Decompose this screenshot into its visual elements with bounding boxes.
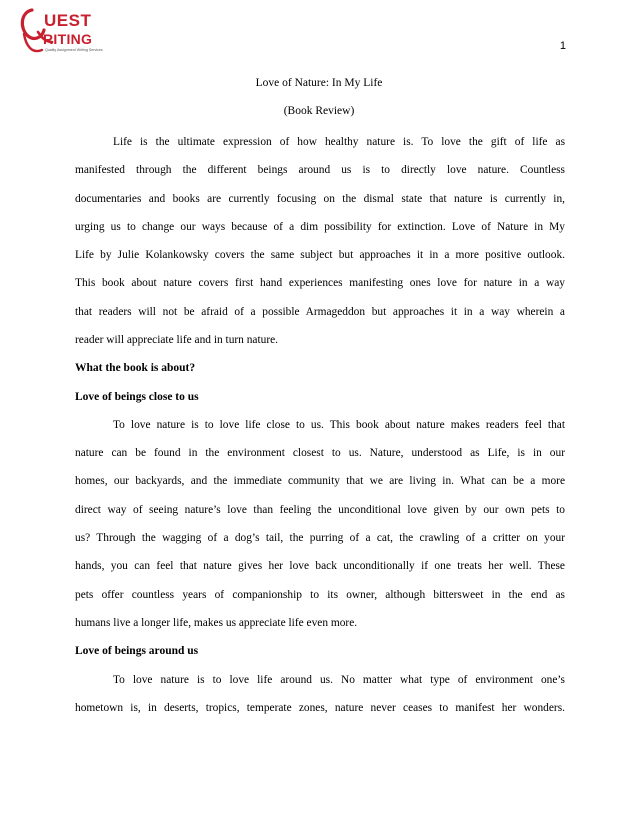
quest-writing-logo bbox=[18, 6, 110, 58]
section-heading: What the book is about? bbox=[75, 362, 196, 374]
paragraph-line: manifested through the different beings around us is to directly love nature. Countless bbox=[75, 164, 565, 176]
svg-text:UEST: UEST bbox=[44, 11, 92, 30]
paragraph-line: hands, you can feel that nature gives her love back unconditionally if one treats her well. These bbox=[75, 560, 565, 572]
subsection-heading: Love of beings around us bbox=[75, 645, 199, 657]
document-subtitle: (Book Review) bbox=[283, 105, 355, 117]
paragraph-line: that readers will not be afraid of a possible Armageddon but approaches it in a way wherein a bbox=[75, 306, 565, 318]
svg-text:Quality Assignment Writing Ser: Quality Assignment Writing Services bbox=[45, 48, 103, 52]
paragraph-line: direct way of seeing nature’s love than feeling the unconditional love given by our own pets to bbox=[75, 504, 565, 516]
quest-writing-logo-graphic bbox=[18, 6, 110, 58]
paragraph-line: Life by Julie Kolankowsky covers the same subject but approaches it in a more positive outlook. bbox=[75, 249, 565, 261]
paragraph-line: documentaries and books are currently focusing on the dismal state that nature is currently in, bbox=[75, 193, 565, 205]
paragraph-line: nature can be found in the environment closest to us. Nature, understood as Life, is in our bbox=[75, 447, 565, 459]
paragraph-line: This book about nature covers first hand experiences manifesting ones love for nature in a way bbox=[75, 277, 565, 289]
paragraph-line: pets offer countless years of companionship to its owner, although bittersweet in the end as bbox=[75, 589, 565, 601]
paragraph-line: hometown is, in deserts, tropics, temperate zones, nature never ceases to manifest her wonders. bbox=[75, 702, 565, 714]
subsection-heading: Love of beings close to us bbox=[75, 391, 199, 403]
paragraph-line: Life is the ultimate expression of how healthy nature is. To love the gift of life as bbox=[113, 136, 565, 148]
svg-text:RITING: RITING bbox=[43, 31, 93, 47]
paragraph-line: reader will appreciate life and in turn nature. bbox=[75, 334, 279, 346]
paragraph-line: To love nature is to love life close to us. This book about nature makes readers feel that bbox=[113, 419, 565, 431]
paragraph-line: To love nature is to love life around us. No matter what type of environment one’s bbox=[113, 674, 565, 686]
paragraph-line: homes, our backyards, and the immediate community that we are living in. What can be a more bbox=[75, 475, 565, 487]
page-number: 1 bbox=[559, 40, 566, 52]
paragraph-line: us? Through the wagging of a dog’s tail, the purring of a cat, the crawling of a critter on your bbox=[75, 532, 565, 544]
paragraph-line: humans live a longer life, makes us appreciate life even more. bbox=[75, 617, 358, 629]
paragraph-line: urging us to change our ways because of a dim possibility for extinction. Love of Nature in My bbox=[75, 221, 565, 233]
document-title: Love of Nature: In My Life bbox=[255, 77, 383, 89]
